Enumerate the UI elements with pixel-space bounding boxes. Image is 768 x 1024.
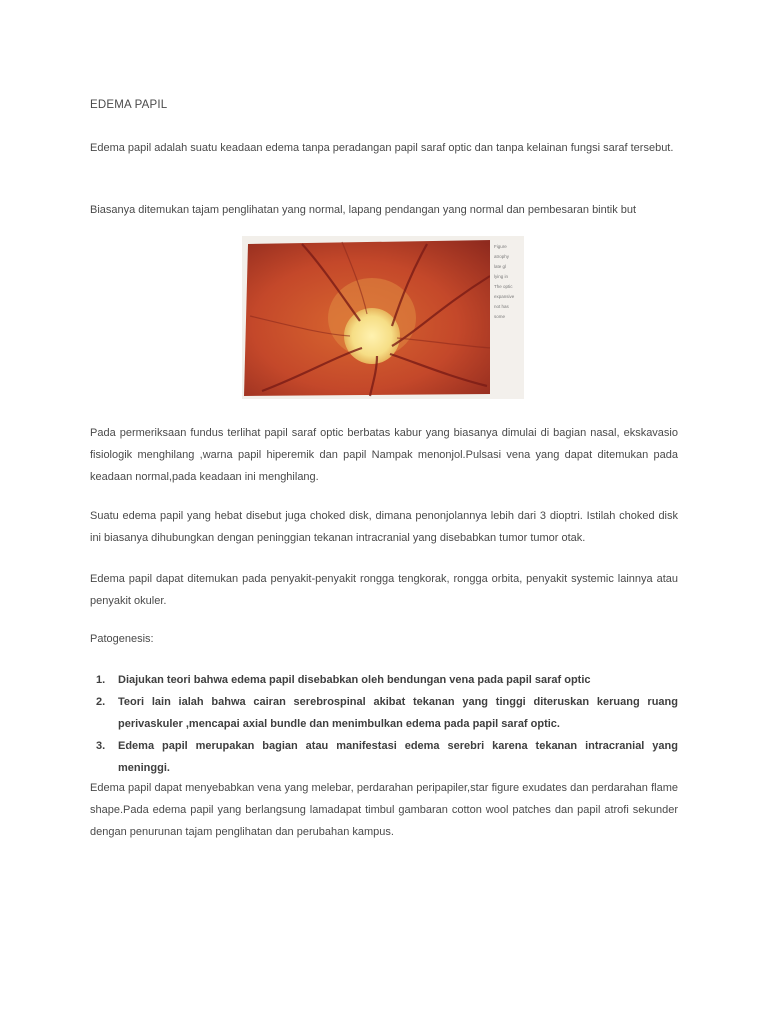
section-heading-patogenesis: Patogenesis:: [90, 633, 154, 645]
list-item: 2. Teori lain ialah bahwa cairan serebrospinal akibat tekanan yang tinggi diteruskan keruang ruang perivaskuler ,mencapai axial bundle dan menimbulkan edema pada papil saraf optic.: [96, 696, 678, 730]
list-item: 1. Diajukan teori bahwa edema papil disebabkan oleh bendungan vena pada papil saraf optic: [96, 674, 591, 686]
svg-text:expansive: expansive: [494, 294, 515, 299]
fundus-photo: [242, 236, 524, 399]
list-item: 3. Edema papil merupakan bagian atau manifestasi edema serebri karena tekanan intracranial yang meninggi.: [96, 740, 678, 774]
document-title: EDEMA PAPIL: [90, 99, 168, 111]
paragraph-closing: Edema papil dapat menyebabkan vena yang melebar, perdarahan peripapiler,star figure exudates dan perdarahan flame shape.Pada edema papil yang berlangsung lamadapat timbul gambaran cotton wool patches dan papil atrofi sekunder dengan penurunan tajam penglihatan dan perubahan kampus.: [90, 782, 678, 838]
paragraph-choked-disk: Suatu edema papil yang hebat disebut juga choked disk, dimana penonjolannya lebih dari 3 dioptri. Istilah choked disk ini biasanya dihubungkan dengan peninggian tekanan intracranial yang disebabkan tumor tumor otak.: [90, 510, 678, 544]
pathogenesis-list: [90, 669, 678, 779]
svg-text:The optic: The optic: [494, 284, 513, 289]
svg-text:atrophy: atrophy: [494, 254, 510, 259]
paragraph-fundus-exam: Pada permeriksaan fundus terlihat papil saraf optic berbatas kabur yang biasanya dimulai di bagian nasal, ekskavasio fisiologik menghilang ,warna papil hiperemik dan papil Nampak menonjol.Pulsasi vena yang dapat ditemukan pada keadaan normal,pada keadaan ini menghilang.: [90, 427, 678, 483]
svg-text:not has: not has: [494, 304, 509, 309]
paragraph-causes: Edema papil dapat ditemukan pada penyakit-penyakit rongga tengkorak, rongga orbita, penyakit systemic lainnya atau penyakit okuler.: [90, 573, 678, 607]
paragraph-findings: Biasanya ditemukan tajam penglihatan yang normal, lapang pendangan yang normal dan pembesaran bintik but: [90, 204, 637, 216]
svg-text:late gl: late gl: [494, 264, 507, 269]
paragraph-definition: Edema papil adalah suatu keadaan edema tanpa peradangan papil saraf optic dan tanpa kelainan fungsi saraf tersebut.: [90, 142, 674, 154]
figure-caption-text: Figure: [494, 244, 507, 249]
svg-text:lying in: lying in: [494, 274, 509, 279]
fundus-image: [242, 236, 524, 399]
svg-text:some: some: [494, 314, 506, 319]
